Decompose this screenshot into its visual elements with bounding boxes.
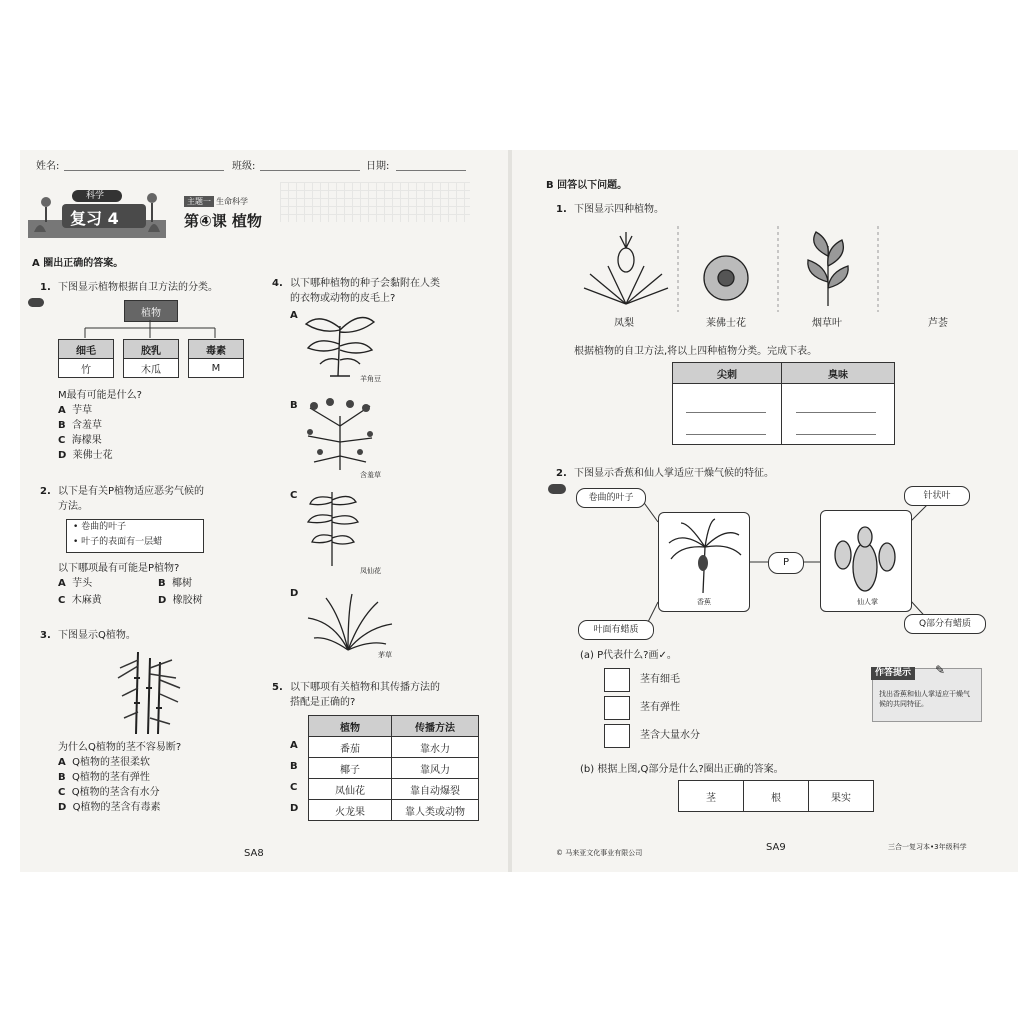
q2-stem: 以下是有关P植物适应恶劣气候的	[58, 486, 205, 497]
q1-option-c[interactable]	[58, 435, 113, 450]
q3-option-b[interactable]	[58, 772, 161, 787]
option-text: 莱佛士花	[72, 450, 113, 461]
q5-col-plant-text: 植物	[340, 722, 360, 734]
date-line	[396, 170, 466, 171]
answer-tip	[872, 663, 982, 722]
q1-cat-head	[188, 339, 244, 359]
q5-method-cell	[391, 757, 479, 779]
theme-label: 生命科学	[216, 197, 248, 206]
q2-bullet-box	[66, 519, 204, 553]
banner-title: 复习 4	[70, 209, 119, 228]
banana-tree-illustration	[659, 513, 749, 603]
q5-plant-text: 椰子	[340, 764, 360, 776]
q1-cat-item	[123, 358, 179, 378]
header-grid-bg	[280, 182, 470, 222]
option-letter: B	[58, 420, 66, 431]
b-q2b-option-fruit[interactable]	[808, 780, 874, 812]
q3-number: 3.	[40, 630, 51, 641]
b-q1-answer-smell[interactable]	[781, 383, 895, 445]
option-text: 橡胶树	[172, 595, 203, 606]
q1-cat-item-text: M	[211, 362, 221, 374]
name-label: 姓名:	[36, 161, 60, 172]
banana-box	[658, 512, 750, 612]
banana-label: 香蕉	[697, 598, 711, 606]
b-q2b-option-stem[interactable]	[678, 780, 744, 812]
cactus-illustration	[821, 511, 911, 601]
b-q2b-question: (b) 根据上图,Q部分是什么?圈出正确的答案。	[580, 764, 784, 775]
b-q2a-option-2: 茎有弹性	[640, 702, 680, 713]
q1-option-a[interactable]	[58, 405, 113, 420]
class-label: 班级:	[232, 161, 256, 172]
option-letter: D	[58, 450, 67, 461]
q5-row-d-letter[interactable]: D	[290, 803, 299, 814]
q5-plant-text: 番茄	[340, 743, 360, 755]
q2-stem-cont: 方法。	[58, 501, 88, 512]
q4-option-d[interactable]: D	[290, 588, 299, 599]
q1-cat-item	[188, 358, 244, 378]
q1-question: M最有可能是什么?	[58, 390, 142, 401]
q5-col-method-text: 传播方法	[415, 722, 455, 734]
label-curled-leaves	[576, 488, 646, 508]
p-node-text: P	[782, 557, 790, 568]
option-text: Q植物的茎有弹性	[71, 772, 150, 783]
q5-plant-text: 火龙果	[335, 806, 365, 818]
b-q2a-checkbox-1[interactable]	[604, 668, 630, 692]
q2-question: 以下哪项最有可能是P植物?	[58, 563, 180, 574]
theme-tag: 主题一	[184, 196, 214, 207]
publisher: © 马来亚文化事业有限公司	[556, 849, 643, 857]
page-number-left: SA8	[244, 848, 264, 859]
q5-plant-cell	[308, 757, 392, 779]
plant-label-aloe: 芦荟	[928, 318, 948, 329]
hots-icon	[28, 298, 44, 307]
q5-method-text: 靠风力	[420, 764, 450, 776]
q4-label-b: 含羞草	[360, 471, 381, 479]
q5-method-text: 靠水力	[420, 743, 450, 755]
b-q2-stem: 下图显示香蕉和仙人掌适应干燥气候的特征。	[574, 468, 774, 479]
review-banner	[28, 188, 166, 238]
q1-cat-head	[58, 339, 114, 359]
series-title: 三合一复习本•3年级科学	[888, 843, 967, 851]
p-node	[768, 552, 804, 574]
q5-plant-cell	[308, 778, 392, 800]
option-letter: B	[158, 578, 166, 589]
option-text: 芋头	[72, 578, 93, 589]
tip-text: 找出香蕉和仙人掌适应干燥气候的共同特征。	[879, 690, 970, 708]
q3-stem: 下图显示Q植物。	[58, 630, 136, 641]
book-gutter	[508, 150, 512, 872]
q1-option-b[interactable]	[58, 420, 113, 435]
bamboo-illustration	[114, 648, 184, 736]
b-q2b-option-text: 果实	[831, 792, 851, 804]
q5-method-text: 靠自动爆裂	[410, 785, 460, 797]
option-text: Q植物的茎含有水分	[71, 787, 160, 798]
q4-label-d: 茅草	[378, 651, 392, 659]
b-q2b-option-text: 茎	[706, 792, 716, 804]
q1-root-label: 植物	[141, 307, 161, 319]
b-q2b-option-root[interactable]	[743, 780, 809, 812]
q4-label-a: 羊角豆	[360, 375, 381, 383]
q2-bullet-text: 叶子的表面有一层蜡	[81, 537, 163, 547]
q3-option-d[interactable]	[58, 802, 161, 817]
q2-number: 2.	[40, 486, 51, 497]
q2-option-b[interactable]	[158, 578, 192, 590]
option-text: Q植物的茎含有毒素	[72, 802, 161, 813]
class-line	[260, 170, 360, 171]
q5-method-cell	[391, 736, 479, 758]
hots-icon	[548, 484, 566, 494]
label-needle-text: 针状叶	[923, 490, 951, 501]
b-q2a-question: (a) P代表什么?画✓。	[580, 650, 677, 661]
name-line	[64, 170, 224, 171]
q1-cat-head-text: 细毛	[76, 345, 96, 357]
q5-row-c-letter[interactable]: C	[290, 782, 298, 793]
b-q2a-option-1: 茎有细毛	[640, 674, 680, 685]
b-q1-answer-spike[interactable]	[672, 383, 782, 445]
q4-stem-cont: 的衣物或动物的皮毛上?	[290, 293, 396, 304]
b-q1-table	[672, 362, 894, 444]
option-letter: B	[58, 772, 66, 783]
b-q2a-option-3: 茎含大量水分	[640, 730, 700, 741]
q3-options	[58, 757, 161, 817]
b-q1-col-spike	[672, 362, 782, 384]
q1-cat-head-text: 胶乳	[141, 345, 161, 357]
q4-label-c: 凤仙花	[360, 567, 381, 575]
cactus-box	[820, 510, 912, 612]
q1-stem: 下图显示植物根据自卫方法的分类。	[58, 282, 218, 293]
option-letter: C	[58, 595, 66, 606]
q5-number: 5.	[272, 682, 283, 693]
q4-option-a[interactable]: A	[290, 310, 298, 321]
option-text: 芋草	[72, 405, 93, 416]
q4-stem: 以下哪种植物的种子会黏附在人类	[290, 278, 440, 289]
option-text: 含羞草	[71, 420, 102, 431]
q2-bullet-text: 卷曲的叶子	[81, 522, 127, 532]
plant-label-rafflesia: 莱佛士花	[706, 318, 746, 329]
balsam-plant-illustration	[304, 486, 364, 568]
q2-option-a[interactable]	[58, 578, 92, 590]
q1-cat-item	[58, 358, 114, 378]
option-letter: C	[58, 435, 66, 446]
option-letter: D	[58, 802, 67, 813]
option-letter: C	[58, 787, 66, 798]
tip-title: 作答提示	[871, 667, 915, 680]
plant-label-pineapple: 凤梨	[614, 318, 634, 329]
q2-bullet: • 卷曲的叶子	[73, 522, 127, 532]
label-q-part-wax	[904, 614, 986, 634]
q3-option-a[interactable]	[58, 757, 161, 772]
answer-line	[686, 412, 766, 413]
b-q2b-option-text: 根	[771, 792, 781, 804]
b-q1-col-spike-text: 尖刺	[717, 369, 737, 381]
banner-subject: 科学	[86, 191, 105, 201]
label-wax-text: 叶面有蜡质	[593, 624, 639, 635]
option-text: 海檬果	[71, 435, 102, 446]
label-curled-text: 卷曲的叶子	[588, 492, 634, 503]
b-q1-instruction: 根据植物的自卫方法,将以上四种植物分类。完成下表。	[574, 346, 818, 357]
q1-tree-lines	[80, 320, 280, 340]
q1-option-d[interactable]	[58, 450, 113, 465]
q2-option-d[interactable]	[158, 595, 203, 607]
option-text: 椰树	[171, 578, 192, 589]
lalang-grass-illustration	[304, 592, 394, 652]
q1-cat-head-text: 毒素	[206, 345, 226, 357]
q5-plant-text: 凤仙花	[335, 785, 365, 797]
okra-plant-illustration	[300, 308, 380, 378]
q5-stem-cont: 搭配是正确的?	[290, 697, 356, 708]
option-letter: A	[58, 405, 66, 416]
label-waxy-leaves	[578, 620, 654, 640]
q4-option-c[interactable]: C	[290, 490, 298, 501]
q1-root-box	[124, 300, 178, 322]
lesson-title: 第④课 植物	[184, 212, 262, 230]
q1-number: 1.	[40, 282, 51, 293]
option-letter: A	[58, 578, 66, 589]
b-q1-stem: 下图显示四种植物。	[574, 204, 664, 215]
b-q2a-checkbox-2[interactable]	[604, 696, 630, 720]
plant-label-tobacco: 烟草叶	[812, 318, 842, 329]
answer-line	[686, 434, 766, 435]
b-q1-col-smell	[781, 362, 895, 384]
q2-option-c[interactable]	[58, 595, 102, 607]
q5-col-method	[391, 715, 479, 737]
q1-options	[58, 405, 113, 465]
sectionA-heading: A 圈出正确的答案。	[32, 258, 124, 269]
answer-line	[796, 412, 876, 413]
q1-cat-item-text: 木瓜	[141, 364, 161, 376]
option-letter: A	[58, 757, 66, 768]
cactus-label: 仙人掌	[857, 598, 878, 606]
q5-method-cell	[391, 778, 479, 800]
q5-stem: 以下哪项有关植物和其传播方法的	[290, 682, 440, 693]
q5-method-text: 靠人类或动物	[405, 806, 465, 818]
b-q2a-checkbox-3[interactable]	[604, 724, 630, 748]
b-q1-col-smell-text: 臭味	[828, 369, 848, 381]
q1-cat-head	[123, 339, 179, 359]
q5-row-b-letter[interactable]: B	[290, 761, 298, 772]
sectionB-heading: B 回答以下问题。	[546, 180, 628, 191]
q2-bullet: • 叶子的表面有一层蜡	[73, 537, 163, 547]
option-text: Q植物的茎很柔软	[72, 757, 150, 768]
page-number-right: SA9	[766, 842, 786, 853]
q1-cat-item-text: 竹	[81, 364, 91, 376]
label-needle-leaves	[904, 486, 970, 506]
b-q1-number: 1.	[556, 204, 567, 215]
pencil-icon: ✎	[935, 663, 946, 677]
date-label: 日期:	[366, 161, 390, 172]
q5-method-cell	[391, 799, 479, 821]
label-qpart-text: Q部分有蜡质	[918, 618, 972, 629]
q4-number: 4.	[272, 278, 283, 289]
four-plants-illustration	[580, 226, 890, 316]
q5-plant-cell	[308, 799, 392, 821]
q5-plant-cell	[308, 736, 392, 758]
answer-line	[796, 434, 876, 435]
option-letter: D	[158, 595, 167, 606]
q5-col-plant	[308, 715, 392, 737]
option-text: 木麻黄	[71, 595, 102, 606]
q5-row-a-letter[interactable]: A	[290, 740, 298, 751]
b-q2-number: 2.	[556, 468, 567, 479]
q3-option-c[interactable]	[58, 787, 161, 802]
q3-question: 为什么Q植物的茎不容易断?	[58, 742, 182, 753]
mimosa-plant-illustration	[300, 396, 380, 471]
q4-option-b[interactable]: B	[290, 400, 298, 411]
